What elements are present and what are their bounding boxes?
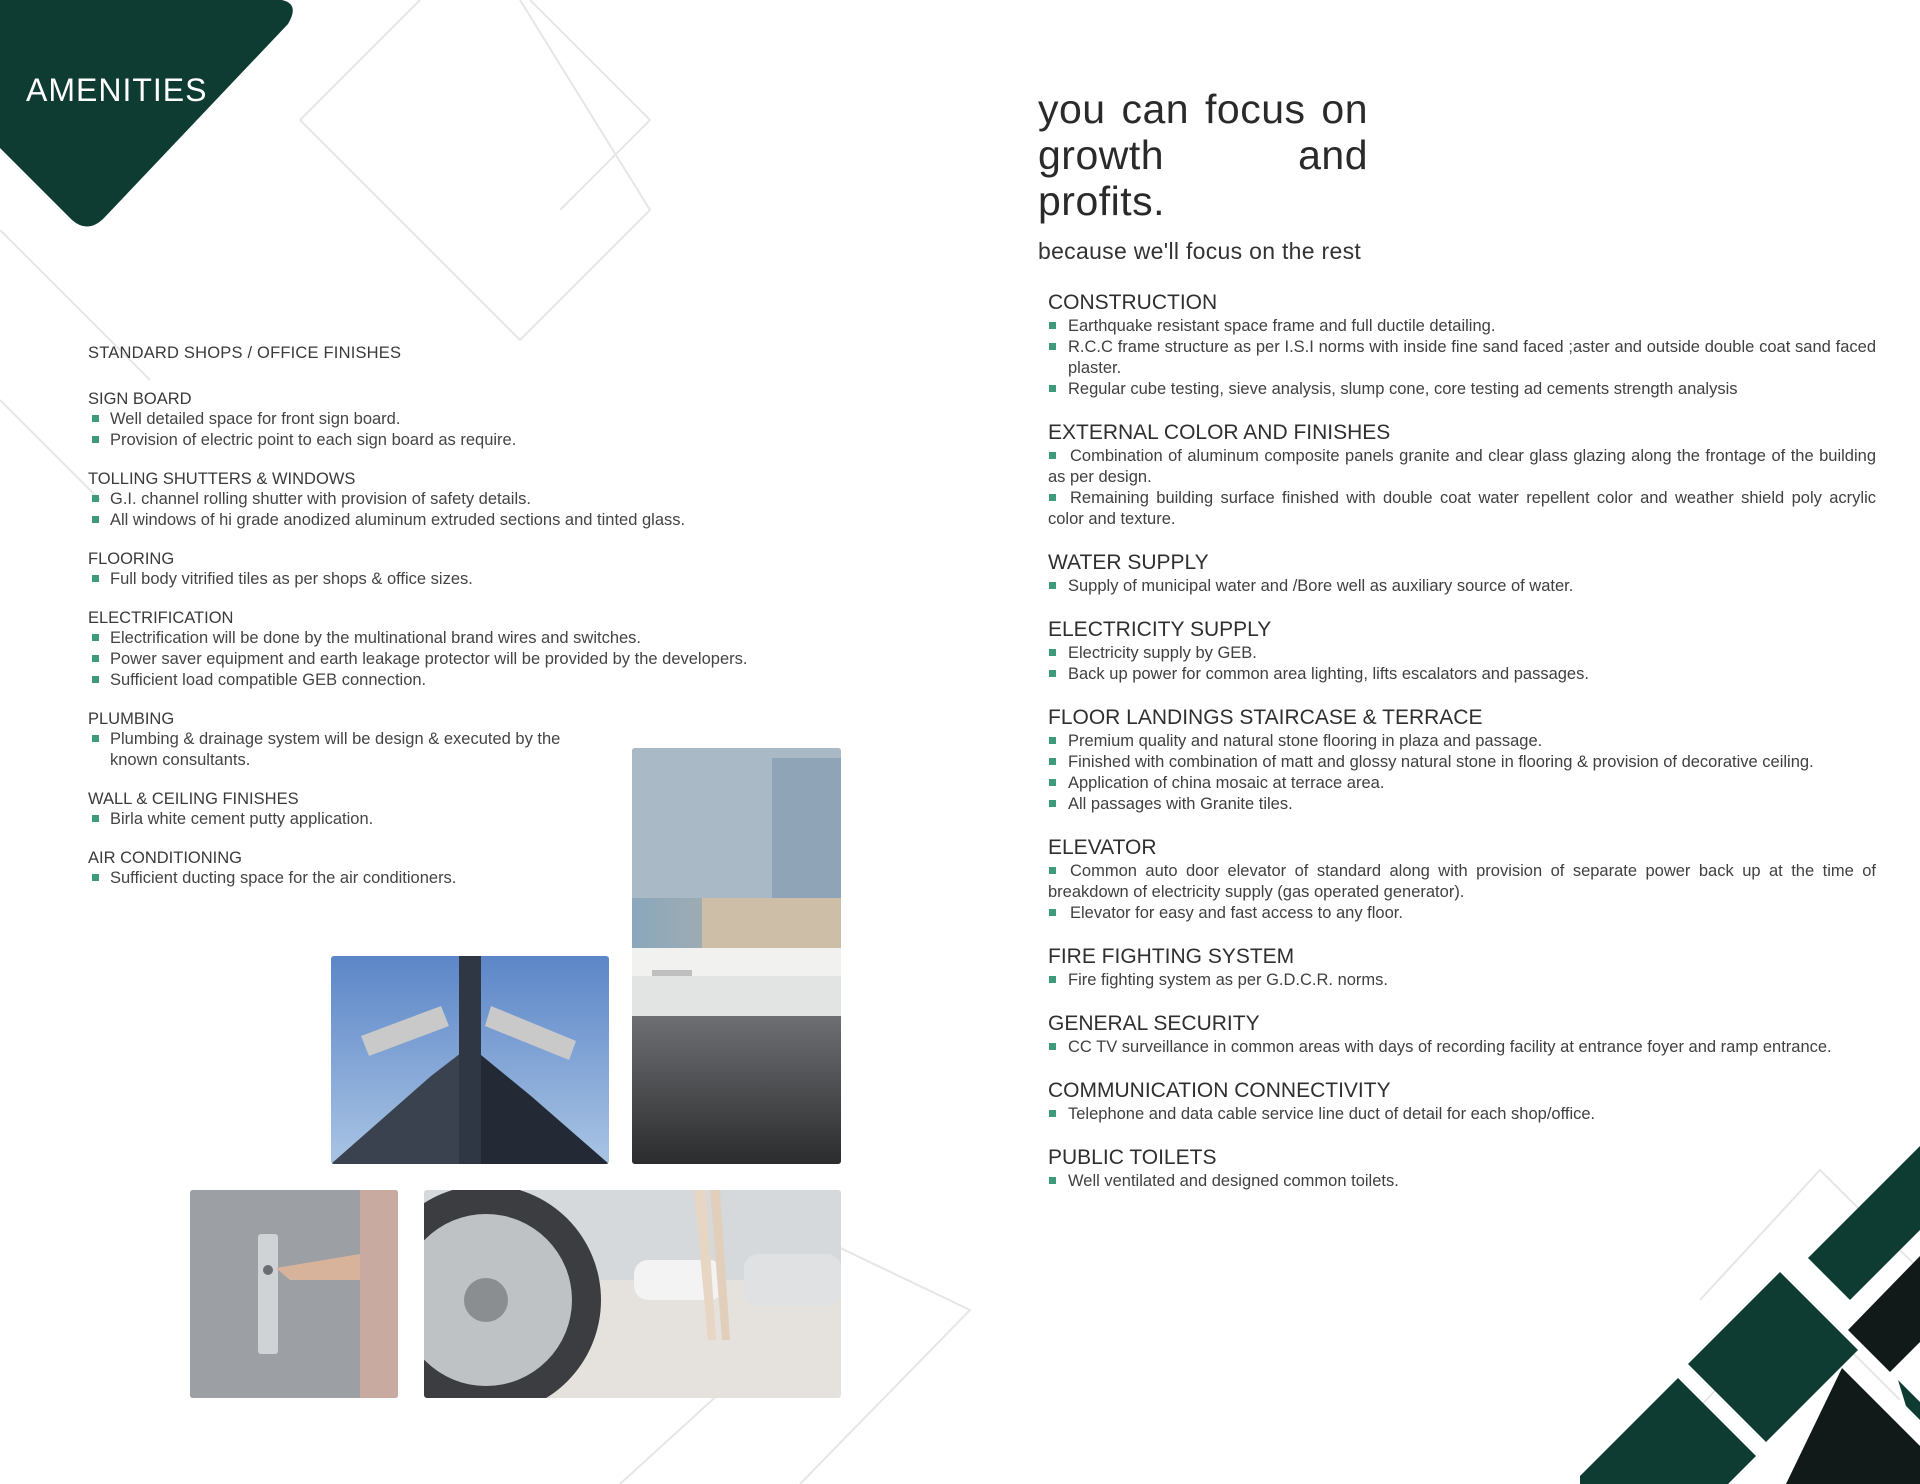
section-title: AIR CONDITIONING xyxy=(88,849,243,867)
section-communication xyxy=(1048,1078,1876,1125)
list-item: Back up power for common area lighting, lifts escalators and passages. xyxy=(1048,664,1876,685)
list-item: Combination of aluminum composite panels granite and clear glass glazing along the frontage of the building as per design. xyxy=(1048,447,1876,486)
section-title: CONSTRUCTION xyxy=(1048,291,1218,314)
left-heading: STANDARD SHOPS / OFFICE FINISHES xyxy=(88,344,402,362)
list-item: Fire fighting system as per G.D.C.R. norms. xyxy=(1048,970,1876,991)
section-title: TOLLING SHUTTERS & WINDOWS xyxy=(88,470,356,488)
section-title: EXTERNAL COLOR AND FINISHES xyxy=(1048,421,1391,444)
tagline-subline: because we'll focus on the rest xyxy=(1038,238,1362,264)
elevator-button-photo xyxy=(190,1190,398,1398)
section-title: ELEVATOR xyxy=(1048,836,1157,859)
list-item: Remaining building surface finished with double coat water repellent color and weather shield poly acrylic color and texture. xyxy=(1048,489,1876,528)
section-title: FIRE FIGHTING SYSTEM xyxy=(1048,945,1295,968)
list-item: Well detailed space for front sign board. xyxy=(88,409,838,430)
section-water-supply xyxy=(1048,550,1876,597)
tagline xyxy=(1038,86,1368,265)
section-title: WATER SUPPLY xyxy=(1048,551,1209,574)
list-item: Regular cube testing, sieve analysis, slump cone, core testing ad cements strength analysis xyxy=(1048,379,1876,400)
bathroom-photo xyxy=(632,748,841,1164)
list-item: Electrification will be done by the multinational brand wires and switches. xyxy=(88,628,838,649)
section-title: GENERAL SECURITY xyxy=(1048,1012,1260,1035)
section-title: PLUMBING xyxy=(88,710,175,728)
corner-shape-top-left xyxy=(0,0,300,230)
section-shutters-windows xyxy=(88,469,838,531)
tagline-line-1: you can focus on xyxy=(1038,86,1368,132)
list-item: Sufficient ducting space for the air conditioners. xyxy=(88,868,838,889)
list-item: Full body vitrified tiles as per shops & office sizes. xyxy=(88,569,838,590)
list-item: G.I. channel rolling shutter with provision of safety details. xyxy=(88,489,838,510)
list-item: Sufficient load compatible GEB connection. xyxy=(88,670,838,691)
list-item: Elevator for easy and fast access to any floor. xyxy=(1048,903,1876,924)
section-external-color xyxy=(1048,420,1876,530)
section-general-security xyxy=(1048,1011,1876,1058)
list-item: Birla white cement putty application. xyxy=(88,809,838,830)
section-elevator xyxy=(1048,835,1876,924)
section-public-toilets xyxy=(1048,1145,1876,1192)
list-item: Finished with combination of matt and glossy natural stone in flooring & provision of decorative ceiling. xyxy=(1048,752,1876,773)
section-electrification xyxy=(88,608,838,691)
section-floor-landings xyxy=(1048,705,1876,815)
list-item: CC TV surveillance in common areas with days of recording facility at entrance foyer and ramp entrance. xyxy=(1048,1037,1876,1058)
cctv-photo xyxy=(331,956,609,1164)
list-item: R.C.C frame structure as per I.S.I norms with inside fine sand faced ;aster and outside double coat sand faced plaster. xyxy=(1048,337,1876,379)
section-title: WALL & CEILING FINISHES xyxy=(88,790,299,808)
list-item: Premium quality and natural stone flooring in plaza and passage. xyxy=(1048,731,1876,752)
list-item: Application of china mosaic at terrace area. xyxy=(1048,773,1876,794)
section-sign-board xyxy=(88,389,838,451)
list-item: Earthquake resistant space frame and full ductile detailing. xyxy=(1048,316,1876,337)
section-title: PUBLIC TOILETS xyxy=(1048,1146,1217,1169)
list-item: Power saver equipment and earth leakage protector will be provided by the developers. xyxy=(88,649,838,670)
section-construction xyxy=(1048,290,1876,400)
section-title: SIGN BOARD xyxy=(88,390,192,408)
section-title: AMENITIES xyxy=(26,72,208,108)
section-title: ELECTRICITY SUPPLY xyxy=(1048,618,1272,641)
section-title: FLOOR LANDINGS STAIRCASE & TERRACE xyxy=(1048,706,1483,729)
tagline-line-2: growth and profits. xyxy=(1038,132,1368,224)
section-fire-fighting xyxy=(1048,944,1876,991)
section-flooring xyxy=(88,549,838,590)
list-item: Supply of municipal water and /Bore well as auxiliary source of water. xyxy=(1048,576,1876,597)
list-item: All windows of hi grade anodized aluminum extruded sections and tinted glass. xyxy=(88,510,838,531)
section-title: FLOORING xyxy=(88,550,175,568)
list-item: Well ventilated and designed common toilets. xyxy=(1048,1171,1876,1192)
list-item: Telephone and data cable service line duct of detail for each shop/office. xyxy=(1048,1104,1876,1125)
right-column xyxy=(1048,290,1876,1212)
section-title: COMMUNICATION CONNECTIVITY xyxy=(1048,1079,1391,1102)
parking-photo xyxy=(424,1190,841,1398)
list-item: Plumbing & drainage system will be design & executed by the known consultants. xyxy=(88,729,600,771)
section-electricity-supply xyxy=(1048,617,1876,685)
list-item: Common auto door elevator of standard along with provision of separate power back up at the time of breakdown of electricity supply (gas operated generator). xyxy=(1048,862,1876,901)
section-title: ELECTRIFICATION xyxy=(88,609,234,627)
list-item: Electricity supply by GEB. xyxy=(1048,643,1876,664)
list-item: All passages with Granite tiles. xyxy=(1048,794,1876,815)
list-item: Provision of electric point to each sign board as require. xyxy=(88,430,838,451)
